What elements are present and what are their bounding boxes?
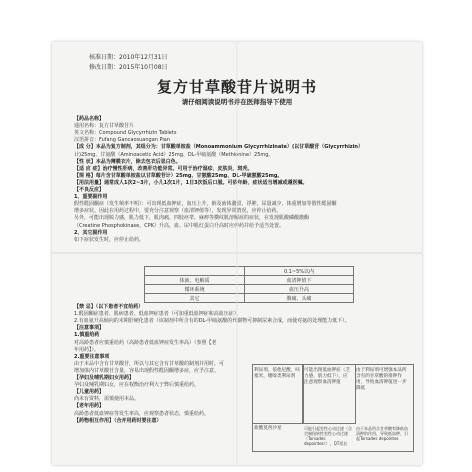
document-subtitle: 请仔细阅读说明书并在医师指导下使用: [181, 98, 293, 106]
text-line: 计)25mg、甘氨酸（Aminoacetic Acid）25mg、DL-甲硫氨酸（Methionine）25mg。: [74, 151, 274, 158]
interaction-drugs-2: 盐酸莫西沙星: [254, 426, 282, 431]
text-line: 2、其它副作用: [74, 229, 108, 236]
table-cell: 体液、电解质: [145, 276, 245, 285]
text-line: 对高龄患者应慎重给药（高龄患者低血钾症发生率高）（参照【老: [74, 339, 217, 346]
table-cell: 腹痛、头痛: [245, 294, 354, 303]
text-line: 由于本品中含有甘草酸苷，所以与其它含有甘草酸的制剂并用时，可: [74, 360, 225, 367]
document-title: 复方甘草酸苷片说明书: [156, 78, 317, 96]
text-line: 【注意事项】: [74, 325, 105, 332]
text-line: 【规 格】每片含甘草酸单铵盐以甘草酸苷计）25mg、甘氨酸25mg、DL-甲硫氨酸25mg。: [74, 172, 283, 179]
text-line: 1、重要副作用: [74, 194, 108, 201]
text-line: 1.醛固酮症患者、肌病患者、低血钾症患者（可加重低血钾症和高血压症）。: [74, 311, 242, 318]
text-line: 1.慎重给药: [74, 332, 100, 339]
text-line: 【儿童用药】: [74, 389, 105, 396]
text-line: 年用药】）。: [74, 346, 100, 353]
text-line: 通用名称：复方甘草酸苷片: [74, 123, 135, 130]
side-effect-table: [144, 266, 354, 303]
approval-date: 核准日期：2010年12月31日: [89, 54, 168, 61]
interaction-mechanism: 由于利尿剂可增强本品所含有的甘草酸的排钾作用，导致血清钾值进一步降低: [356, 368, 407, 391]
text-line: 另外，可能出现脱力感，肌力低下，肌肉痛，四肢痉挛，麻痹等横纹肌溶解症的症状，在发现肌酸磷酸激酶: [74, 215, 310, 222]
text-line: 增加体内甘草酸苷含量，容易出现假性醛固酮增多症，应予注意。: [74, 367, 220, 374]
text-line: 汉语拼音：Fufang Gancaosuangan Pian: [74, 137, 171, 144]
instruction-sheet: [52, 42, 422, 465]
table-cell: 血压升高: [245, 285, 354, 294]
revision-date: 修改日期：2015年10月08日: [89, 64, 168, 71]
table-cell: 其它: [145, 294, 245, 303]
interaction-symptoms: 可能出现低血钾症（乏力感，肌力低下），应注意观察血清钾值: [304, 368, 350, 385]
text-line: 【孕妇及哺乳期妇女用药】: [74, 375, 135, 381]
table-cell: 循环系统: [145, 285, 245, 294]
text-line: 【不良反应】: [74, 187, 105, 193]
text-line: 【成 分】本品为复方制剂，其组分为：甘草酸单铵盐（Monoammonium Glycyrrhizinate）(以甘草酸苷（Glycyrrhizin）: [74, 144, 363, 151]
text-line: 孕妇及哺乳期妇女，应在权衡治疗利大于弊后慎重给药。: [74, 382, 200, 389]
text-line: 【用法用量】通常成人1次2~3片，小儿1次1片，1日3次饭后口服。可依年龄、症状适当增减或遵医嘱。: [74, 179, 308, 186]
text-line: 2.重要注意事项: [74, 353, 110, 360]
text-line: （Creatine Phosphokinase，CPK）升高，血、尿中肌红蛋白升高时应停药并给予适当处置。: [74, 222, 284, 229]
text-line: 【药品名称】: [74, 116, 105, 122]
interaction-mechanism-2: 由于本品所含甘草酸有降低血清钾的作用，导致低血钾，引起Torsades depointes: [356, 426, 408, 441]
text-line: 2.有血氨升高倾向的末期肝硬化患者（该制剂中所含有的DL-甲硫氨酸的代谢物可抑制尿素合成，而使对氨的处理能力低下）。: [74, 318, 350, 325]
text-line: 如下症状发生时，应停止给药。: [74, 236, 145, 243]
text-line: 【性 状】本品为薄膜衣片，除去包衣后显白色。: [74, 158, 181, 165]
text-line: 尚未有资料，需慎使用本品。: [74, 396, 140, 403]
text-line: 【适 应 症】治疗慢性肝病，改善肝功能异常。可用于治疗湿疹、皮肤炎、斑秃。: [74, 165, 253, 172]
text-line: 【药物相互作用】（合并用药时要注意）: [74, 417, 162, 424]
table-cell: 血清钾值下: [245, 276, 354, 285]
text-line: 高龄患者低血钾症等发生率高，应观察患者状态，慎重给药。: [74, 410, 210, 417]
table-header: 0.1~5%以内: [245, 267, 354, 276]
text-line: 【禁 忌】（以下患者不宜给药）: [74, 304, 144, 310]
text-line: 增多症状。因此在用药过程中，要充分注意观察（血清钾值等），发现异常情况，应停止给药。: [74, 208, 282, 215]
text-line: 假性醛固酮症（发生频率不明）：可出现低血钾症，血压上升，钠及液体潴留，浮肿，尿量减少，体重增加等假性醛固酮: [74, 201, 337, 208]
interaction-drugs: 利尿剂，依他尼酸，呋塞米，噻嗪类利尿剂: [254, 368, 300, 379]
text-line: 英文名称：Compound Glycyrrhizin Tablets: [74, 130, 177, 137]
interaction-symptoms-2: 可能引起室性心动过速（含尖端扭转性室性心动过速（Torsades depointes））、QT延长: [304, 426, 352, 446]
text-line: 【老年用药】: [74, 403, 105, 410]
